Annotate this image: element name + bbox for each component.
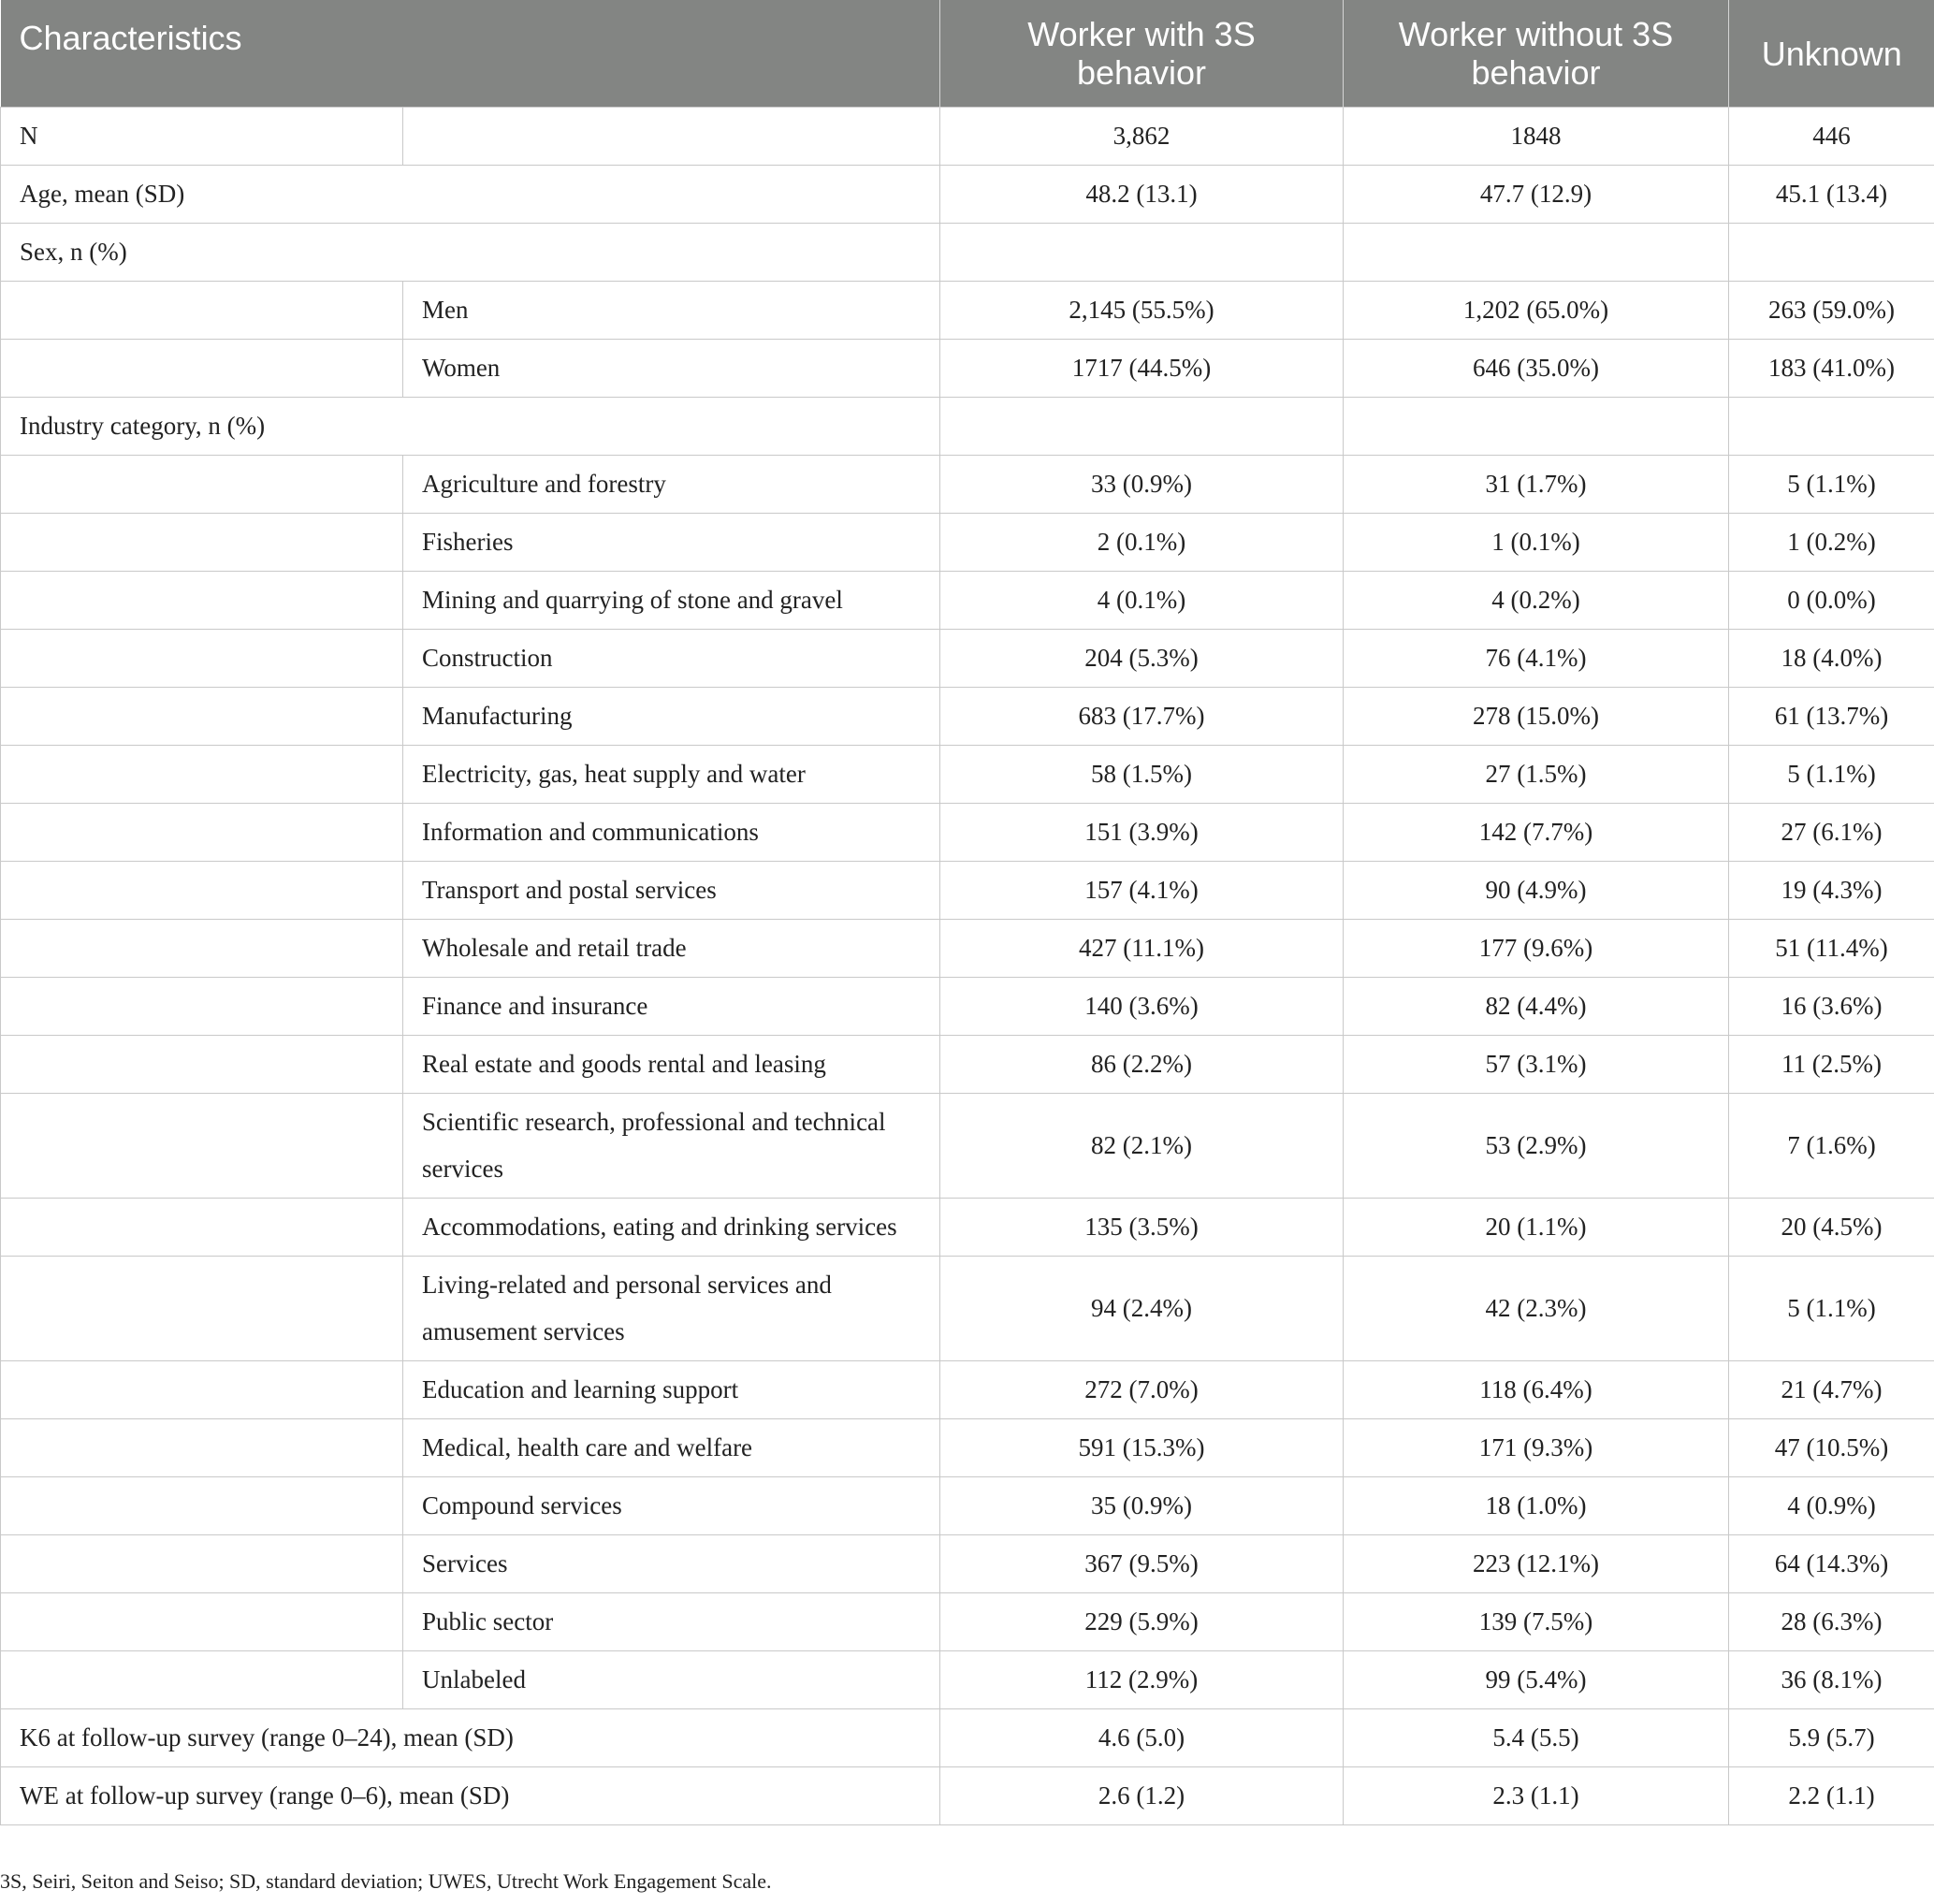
table-row-industry-item bbox=[1, 862, 1934, 920]
table-row-sex bbox=[1, 224, 1934, 282]
cell-unknown: 61 (13.7%) bbox=[1729, 688, 1934, 746]
cell-without-3s: 1,202 (65.0%) bbox=[1344, 282, 1729, 340]
cell-without-3s: 90 (4.9%) bbox=[1344, 862, 1729, 920]
empty-cell bbox=[1, 920, 403, 978]
cell-without-3s: 53 (2.9%) bbox=[1344, 1094, 1729, 1199]
cell-unknown: 36 (8.1%) bbox=[1729, 1651, 1934, 1709]
table-row-industry-item bbox=[1, 920, 1934, 978]
cell-without-3s: 1 (0.1%) bbox=[1344, 514, 1729, 572]
row-label: Medical, health care and welfare bbox=[403, 1419, 940, 1477]
cell-with-3s: 4.6 (5.0) bbox=[940, 1709, 1344, 1767]
row-label: Women bbox=[403, 340, 940, 398]
empty-cell bbox=[1, 1477, 403, 1535]
table-row-men bbox=[1, 282, 1934, 340]
cell-without-3s: 20 (1.1%) bbox=[1344, 1199, 1729, 1257]
empty-cell bbox=[1, 978, 403, 1036]
header-with-3s: Worker with 3S behavior bbox=[940, 0, 1344, 108]
header-characteristics: Characteristics bbox=[1, 0, 940, 108]
cell-without-3s: 57 (3.1%) bbox=[1344, 1036, 1729, 1094]
cell-without-3s: 31 (1.7%) bbox=[1344, 456, 1729, 514]
row-label: Mining and quarrying of stone and gravel bbox=[403, 572, 940, 630]
row-label: Compound services bbox=[403, 1477, 940, 1535]
cell-with-3s: 94 (2.4%) bbox=[940, 1257, 1344, 1361]
header-unknown: Unknown bbox=[1729, 0, 1934, 108]
empty-cell bbox=[1, 862, 403, 920]
header-without-3s: Worker without 3S behavior bbox=[1344, 0, 1729, 108]
cell-with-3s: 112 (2.9%) bbox=[940, 1651, 1344, 1709]
empty-cell bbox=[1, 1199, 403, 1257]
row-label: Services bbox=[403, 1535, 940, 1593]
row-label: Information and communications bbox=[403, 804, 940, 862]
cell-without-3s: 177 (9.6%) bbox=[1344, 920, 1729, 978]
cell-unknown: 5 (1.1%) bbox=[1729, 1257, 1934, 1361]
cell-unknown: 18 (4.0%) bbox=[1729, 630, 1934, 688]
table-row-industry-item bbox=[1, 688, 1934, 746]
cell-with-3s: 367 (9.5%) bbox=[940, 1535, 1344, 1593]
row-label: Finance and insurance bbox=[403, 978, 940, 1036]
cell-unknown: 19 (4.3%) bbox=[1729, 862, 1934, 920]
cell-unknown: 5 (1.1%) bbox=[1729, 456, 1934, 514]
table-row-industry-item bbox=[1, 978, 1934, 1036]
cell-without-3s: 278 (15.0%) bbox=[1344, 688, 1729, 746]
cell-unknown: 183 (41.0%) bbox=[1729, 340, 1934, 398]
row-label: Education and learning support bbox=[403, 1361, 940, 1419]
cell-with-3s: 82 (2.1%) bbox=[940, 1094, 1344, 1199]
empty-cell bbox=[1, 514, 403, 572]
cell-without-3s: 99 (5.4%) bbox=[1344, 1651, 1729, 1709]
cell-without-3s: 42 (2.3%) bbox=[1344, 1257, 1729, 1361]
empty-cell bbox=[1, 630, 403, 688]
cell-with-3s: 3,862 bbox=[940, 108, 1344, 166]
cell-unknown: 47 (10.5%) bbox=[1729, 1419, 1934, 1477]
cell-unknown: 0 (0.0%) bbox=[1729, 572, 1934, 630]
empty-cell bbox=[1, 282, 403, 340]
cell-unknown: 64 (14.3%) bbox=[1729, 1535, 1934, 1593]
table-row-n bbox=[1, 108, 1934, 166]
cell-unknown: 21 (4.7%) bbox=[1729, 1361, 1934, 1419]
table-row-industry-item bbox=[1, 746, 1934, 804]
empty-cell bbox=[1729, 398, 1934, 456]
row-label: Age, mean (SD) bbox=[1, 166, 940, 224]
cell-unknown: 51 (11.4%) bbox=[1729, 920, 1934, 978]
empty-cell bbox=[1, 340, 403, 398]
cell-unknown: 5 (1.1%) bbox=[1729, 746, 1934, 804]
table-row-k6 bbox=[1, 1709, 1934, 1767]
cell-unknown: 5.9 (5.7) bbox=[1729, 1709, 1934, 1767]
empty-cell bbox=[1, 1361, 403, 1419]
cell-with-3s: 35 (0.9%) bbox=[940, 1477, 1344, 1535]
row-label: Unlabeled bbox=[403, 1651, 940, 1709]
cell-with-3s: 151 (3.9%) bbox=[940, 804, 1344, 862]
cell-unknown: 446 bbox=[1729, 108, 1934, 166]
cell-unknown: 7 (1.6%) bbox=[1729, 1094, 1934, 1199]
row-label: Accommodations, eating and drinking services bbox=[403, 1199, 940, 1257]
cell-without-3s: 47.7 (12.9) bbox=[1344, 166, 1729, 224]
cell-unknown: 27 (6.1%) bbox=[1729, 804, 1934, 862]
table-row-industry-item bbox=[1, 804, 1934, 862]
table-row-women bbox=[1, 340, 1934, 398]
table-row-industry-item bbox=[1, 1419, 1934, 1477]
row-label: Men bbox=[403, 282, 940, 340]
cell-without-3s: 139 (7.5%) bbox=[1344, 1593, 1729, 1651]
table-row-industry-item bbox=[1, 1036, 1934, 1094]
empty-cell bbox=[1, 456, 403, 514]
table-row-industry bbox=[1, 398, 1934, 456]
table-row-industry-item bbox=[1, 1094, 1934, 1199]
table-row-industry-item bbox=[1, 1651, 1934, 1709]
cell-unknown: 1 (0.2%) bbox=[1729, 514, 1934, 572]
cell-without-3s: 142 (7.7%) bbox=[1344, 804, 1729, 862]
row-label: Construction bbox=[403, 630, 940, 688]
cell-with-3s: 135 (3.5%) bbox=[940, 1199, 1344, 1257]
row-label: K6 at follow-up survey (range 0–24), mean (SD) bbox=[1, 1709, 940, 1767]
cell-without-3s: 82 (4.4%) bbox=[1344, 978, 1729, 1036]
cell-unknown: 45.1 (13.4) bbox=[1729, 166, 1934, 224]
table-footnote: 3S, Seiri, Seiton and Seiso; SD, standard deviation; UWES, Utrecht Work Engagement Scale. bbox=[0, 1869, 772, 1893]
cell-unknown: 2.2 (1.1) bbox=[1729, 1767, 1934, 1825]
table-row-industry-item bbox=[1, 572, 1934, 630]
table-row-industry-item bbox=[1, 514, 1934, 572]
cell-with-3s: 86 (2.2%) bbox=[940, 1036, 1344, 1094]
cell-without-3s: 4 (0.2%) bbox=[1344, 572, 1729, 630]
cell-with-3s: 33 (0.9%) bbox=[940, 456, 1344, 514]
cell-with-3s: 1717 (44.5%) bbox=[940, 340, 1344, 398]
cell-with-3s: 58 (1.5%) bbox=[940, 746, 1344, 804]
cell-without-3s: 27 (1.5%) bbox=[1344, 746, 1729, 804]
table-row-industry-item bbox=[1, 630, 1934, 688]
cell-unknown: 263 (59.0%) bbox=[1729, 282, 1934, 340]
cell-with-3s: 427 (11.1%) bbox=[940, 920, 1344, 978]
table-row-industry-item bbox=[1, 1535, 1934, 1593]
empty-cell bbox=[1, 746, 403, 804]
row-label: Manufacturing bbox=[403, 688, 940, 746]
cell-unknown: 20 (4.5%) bbox=[1729, 1199, 1934, 1257]
table-row-age bbox=[1, 166, 1934, 224]
cell-with-3s: 140 (3.6%) bbox=[940, 978, 1344, 1036]
cell-unknown: 16 (3.6%) bbox=[1729, 978, 1934, 1036]
row-label: Agriculture and forestry bbox=[403, 456, 940, 514]
empty-cell bbox=[1, 1535, 403, 1593]
empty-cell bbox=[1, 1094, 403, 1199]
empty-cell bbox=[940, 224, 1344, 282]
empty-cell bbox=[1729, 224, 1934, 282]
cell-with-3s: 204 (5.3%) bbox=[940, 630, 1344, 688]
cell-with-3s: 2.6 (1.2) bbox=[940, 1767, 1344, 1825]
row-label: Real estate and goods rental and leasing bbox=[403, 1036, 940, 1094]
row-label: N bbox=[1, 108, 403, 166]
row-label: Sex, n (%) bbox=[1, 224, 940, 282]
cell-without-3s: 76 (4.1%) bbox=[1344, 630, 1729, 688]
empty-cell bbox=[1, 1257, 403, 1361]
table-row-industry-item bbox=[1, 1477, 1934, 1535]
row-label: Scientific research, professional and technical services bbox=[403, 1094, 940, 1199]
table-header-row bbox=[1, 0, 1934, 108]
table-row-industry-item bbox=[1, 1257, 1934, 1361]
table-row-we bbox=[1, 1767, 1934, 1825]
row-label: Fisheries bbox=[403, 514, 940, 572]
cell-unknown: 4 (0.9%) bbox=[1729, 1477, 1934, 1535]
cell-without-3s: 223 (12.1%) bbox=[1344, 1535, 1729, 1593]
empty-cell bbox=[1, 804, 403, 862]
row-label: Wholesale and retail trade bbox=[403, 920, 940, 978]
row-label: Electricity, gas, heat supply and water bbox=[403, 746, 940, 804]
cell-without-3s: 118 (6.4%) bbox=[1344, 1361, 1729, 1419]
cell-with-3s: 2 (0.1%) bbox=[940, 514, 1344, 572]
row-label: Public sector bbox=[403, 1593, 940, 1651]
cell-with-3s: 229 (5.9%) bbox=[940, 1593, 1344, 1651]
cell-without-3s: 646 (35.0%) bbox=[1344, 340, 1729, 398]
cell-unknown: 28 (6.3%) bbox=[1729, 1593, 1934, 1651]
table-row-industry-item bbox=[1, 1199, 1934, 1257]
empty-cell bbox=[1344, 398, 1729, 456]
cell-with-3s: 591 (15.3%) bbox=[940, 1419, 1344, 1477]
empty-cell bbox=[1, 1651, 403, 1709]
cell-with-3s: 4 (0.1%) bbox=[940, 572, 1344, 630]
row-label: WE at follow-up survey (range 0–6), mean (SD) bbox=[1, 1767, 940, 1825]
empty-cell bbox=[1, 1419, 403, 1477]
table-row-industry-item bbox=[1, 1593, 1934, 1651]
empty-cell bbox=[1344, 224, 1729, 282]
cell-without-3s: 2.3 (1.1) bbox=[1344, 1767, 1729, 1825]
empty-cell bbox=[1, 1593, 403, 1651]
cell-without-3s: 18 (1.0%) bbox=[1344, 1477, 1729, 1535]
table-row-industry-item bbox=[1, 456, 1934, 514]
cell-with-3s: 272 (7.0%) bbox=[940, 1361, 1344, 1419]
empty-cell bbox=[1, 1036, 403, 1094]
cell-without-3s: 171 (9.3%) bbox=[1344, 1419, 1729, 1477]
cell-without-3s: 5.4 (5.5) bbox=[1344, 1709, 1729, 1767]
cell-with-3s: 48.2 (13.1) bbox=[940, 166, 1344, 224]
empty-cell bbox=[1, 688, 403, 746]
row-label: Industry category, n (%) bbox=[1, 398, 940, 456]
empty-cell bbox=[403, 108, 940, 166]
row-label: Living-related and personal services and amusement services bbox=[403, 1257, 940, 1361]
cell-with-3s: 157 (4.1%) bbox=[940, 862, 1344, 920]
cell-without-3s: 1848 bbox=[1344, 108, 1729, 166]
empty-cell bbox=[1, 572, 403, 630]
table-row-industry-item bbox=[1, 1361, 1934, 1419]
cell-with-3s: 2,145 (55.5%) bbox=[940, 282, 1344, 340]
empty-cell bbox=[940, 398, 1344, 456]
cell-with-3s: 683 (17.7%) bbox=[940, 688, 1344, 746]
row-label: Transport and postal services bbox=[403, 862, 940, 920]
cell-unknown: 11 (2.5%) bbox=[1729, 1036, 1934, 1094]
